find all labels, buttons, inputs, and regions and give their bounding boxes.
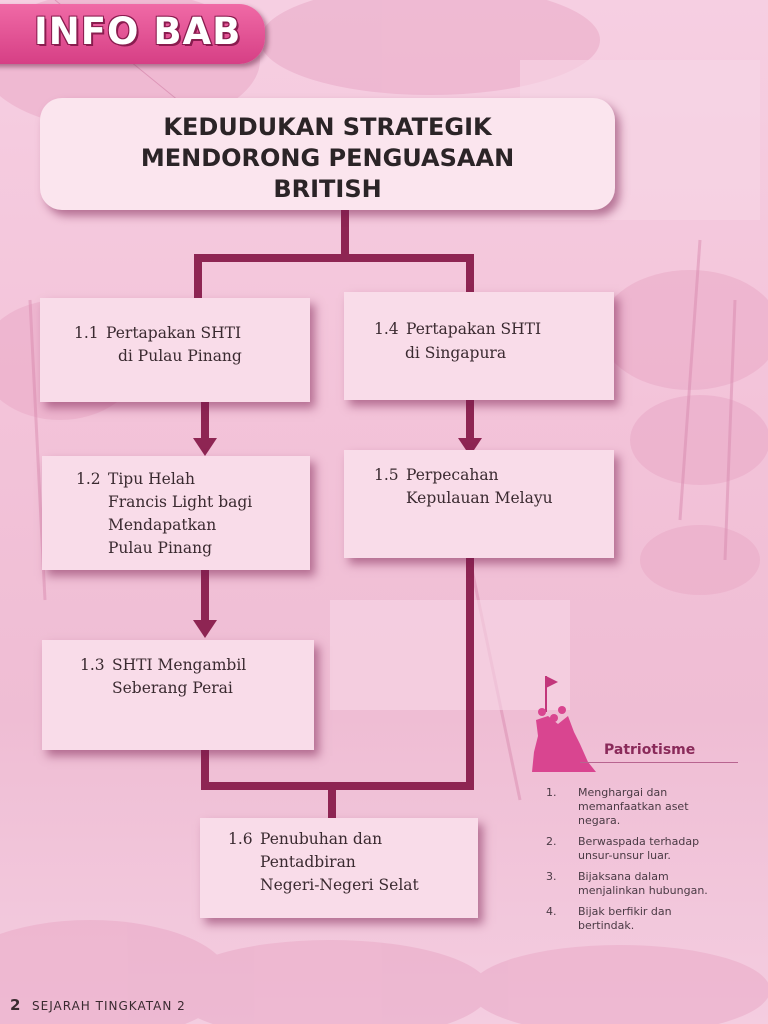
info-bab-label: INFO BAB: [34, 10, 242, 53]
page-number: 2: [10, 996, 21, 1014]
box-number: 1.3: [80, 656, 105, 674]
list-number: 4.: [546, 905, 557, 918]
list-text: memanfaatkan aset: [578, 800, 689, 813]
box-line: Negeri-Negeri Selat: [260, 876, 419, 894]
box-1-3: [42, 640, 314, 750]
arrow-1-1-to-1-2: [193, 438, 217, 456]
title-line-3: BRITISH: [273, 175, 382, 203]
patriotism-list: [546, 786, 746, 940]
box-line: Seberang Perai: [112, 679, 233, 697]
patriotism-heading: Patriotisme: [604, 742, 696, 758]
box-number: 1.6: [228, 830, 253, 848]
list-item: [546, 905, 746, 933]
box-number: 1.4: [374, 320, 399, 338]
list-number: 2.: [546, 835, 557, 848]
box-1-5: [344, 450, 614, 558]
book-title: SEJARAH TINGKATAN 2: [32, 999, 186, 1013]
box-line: Penubuhan dan: [260, 830, 383, 848]
list-item: [546, 786, 746, 828]
box-line: Perpecahan: [406, 466, 499, 484]
list-text: Bijaksana dalam: [578, 870, 669, 883]
list-text: unsur-unsur luar.: [578, 849, 671, 862]
box-1-1: [40, 298, 310, 402]
box-line: Mendapatkan: [108, 516, 217, 534]
box-line: SHTI Mengambil: [112, 656, 247, 674]
list-text: Bijak berfikir dan: [578, 905, 672, 918]
list-text: bertindak.: [578, 919, 635, 932]
box-line: Tipu Helah: [108, 470, 195, 488]
list-number: 3.: [546, 870, 557, 883]
title-line-1: KEDUDUKAN STRATEGIK: [163, 113, 492, 141]
title-line-2: MENDORONG PENGUASAAN: [140, 144, 515, 172]
box-number: 1.1: [74, 324, 99, 342]
patriotism-monument-icon: [528, 672, 596, 776]
list-text: negara.: [578, 814, 621, 827]
box-line: Francis Light bagi: [108, 493, 253, 511]
title-box: [40, 98, 615, 210]
list-text: Berwaspada terhadap: [578, 835, 700, 848]
box-number: 1.2: [76, 470, 101, 488]
box-line: di Pulau Pinang: [118, 347, 242, 365]
arrow-1-2-to-1-3: [193, 620, 217, 638]
box-line: Pertapakan SHTI: [106, 324, 242, 342]
box-line: Pentadbiran: [260, 853, 356, 871]
box-line: di Singapura: [405, 344, 507, 362]
list-text: Menghargai dan: [578, 786, 668, 799]
box-1-2: [42, 456, 310, 570]
list-number: 1.: [546, 786, 557, 799]
list-item: [546, 870, 746, 898]
box-line: Pertapakan SHTI: [406, 320, 542, 338]
box-line: Kepulauan Melayu: [406, 489, 553, 507]
box-1-4: [344, 292, 614, 400]
box-number: 1.5: [374, 466, 399, 484]
patriotism-divider: [580, 762, 738, 763]
list-text: menjalinkan hubungan.: [578, 884, 708, 897]
list-item: [546, 835, 746, 863]
box-line: Pulau Pinang: [108, 539, 213, 557]
box-1-6: [200, 818, 478, 918]
